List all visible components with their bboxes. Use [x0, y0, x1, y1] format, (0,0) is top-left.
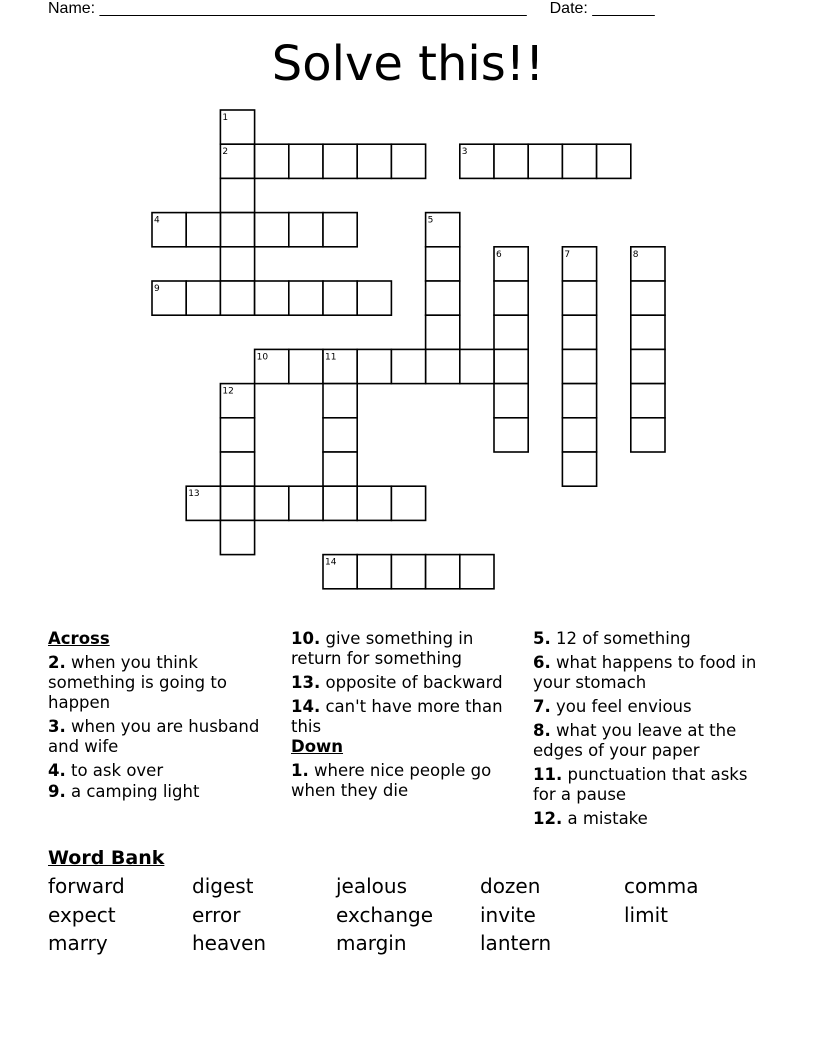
crossword-cell[interactable] — [323, 281, 357, 315]
page-title: Solve this!! — [271, 36, 545, 92]
crossword-cell[interactable] — [220, 486, 254, 520]
clue-across-3: 3. when you are husband and wife — [48, 717, 260, 756]
clue-number: 8 — [632, 249, 639, 260]
word-bank-word: expect — [48, 902, 116, 927]
crossword-cell[interactable] — [255, 486, 289, 520]
crossword-cell[interactable] — [631, 349, 665, 383]
clue-number: 3 — [461, 147, 468, 158]
crossword-cell[interactable] — [220, 452, 254, 486]
crossword-cell[interactable] — [357, 144, 391, 178]
crossword-cell[interactable] — [562, 315, 596, 349]
crossword-cell[interactable] — [289, 281, 323, 315]
crossword-cell[interactable] — [220, 178, 254, 212]
crossword-cell[interactable] — [426, 315, 460, 349]
clue-number: 5 — [427, 215, 434, 226]
word-bank-word: heaven — [192, 931, 267, 955]
crossword-cell[interactable] — [289, 486, 323, 520]
crossword-cell[interactable] — [255, 281, 289, 315]
name-label: Name: — [48, 0, 96, 17]
crossword-cell[interactable] — [220, 213, 254, 247]
clue-down-12: 12. a mistake — [533, 809, 648, 828]
crossword-cell[interactable] — [562, 418, 596, 452]
crossword-cell[interactable] — [631, 384, 665, 418]
clue-number: 4 — [154, 215, 160, 226]
crossword-cell[interactable] — [220, 520, 254, 554]
clue-down-6: 6. what happens to food in your stomach — [533, 653, 757, 692]
word-bank-title: Word Bank — [48, 847, 165, 869]
crossword-cell[interactable] — [391, 486, 425, 520]
clue-number: 14 — [325, 557, 337, 568]
word-bank-word: error — [192, 902, 241, 927]
crossword-cell[interactable] — [562, 349, 596, 383]
crossword-cell[interactable] — [494, 315, 528, 349]
crossword-cell[interactable] — [357, 349, 391, 383]
date-blank[interactable]: _______ — [592, 0, 655, 17]
clue-across-14: 14. can't have more than this — [291, 697, 503, 736]
word-bank-word: margin — [336, 931, 407, 955]
clue-across-9: 9. a camping light — [48, 782, 200, 801]
crossword-cell[interactable] — [391, 349, 425, 383]
clue-down-1: 1. where nice people go when they die — [291, 761, 492, 800]
crossword-cell[interactable] — [289, 213, 323, 247]
crossword-cell[interactable] — [631, 281, 665, 315]
crossword-cell[interactable] — [391, 144, 425, 178]
crossword-cell[interactable] — [631, 315, 665, 349]
crossword-cell[interactable] — [494, 144, 528, 178]
name-blank[interactable]: ________________________________________________ — [99, 0, 527, 17]
clue-across-10: 10. give something in return for something — [291, 629, 474, 668]
clue-number: 7 — [564, 249, 571, 260]
crossword-cell[interactable] — [186, 281, 220, 315]
word-bank — [48, 872, 768, 958]
crossword-cell[interactable] — [426, 349, 460, 383]
crossword-cell[interactable] — [289, 349, 323, 383]
clue-number: 10 — [256, 352, 269, 363]
word-bank-row — [48, 901, 768, 930]
word-bank-word: lantern — [480, 931, 552, 955]
crossword-cell[interactable] — [357, 555, 391, 589]
crossword-cell[interactable] — [597, 144, 631, 178]
crossword-cell[interactable] — [528, 144, 562, 178]
clue-column-2 — [291, 629, 527, 805]
crossword-cell[interactable] — [426, 555, 460, 589]
crossword-cell[interactable] — [562, 384, 596, 418]
crossword-cell[interactable] — [460, 555, 494, 589]
crossword-cell[interactable] — [255, 213, 289, 247]
clue-number: 13 — [188, 489, 200, 500]
crossword-cell[interactable] — [323, 144, 357, 178]
clue-number: 9 — [154, 284, 160, 294]
clue-number: 2 — [222, 147, 229, 158]
crossword-cell[interactable] — [220, 247, 254, 281]
crossword-cell[interactable] — [323, 486, 357, 520]
crossword-cell[interactable] — [391, 555, 425, 589]
word-bank-word: invite — [480, 902, 536, 927]
crossword-cell[interactable] — [494, 281, 528, 315]
clue-column-3 — [533, 629, 773, 833]
crossword-cell[interactable] — [494, 349, 528, 383]
word-bank-word: forward — [48, 874, 125, 898]
crossword-cell[interactable] — [323, 384, 357, 418]
word-bank-word: jealous — [336, 874, 408, 898]
crossword-cell[interactable] — [494, 418, 528, 452]
crossword-cell[interactable] — [357, 486, 391, 520]
clue-number: 11 — [325, 352, 337, 363]
clue-down-5: 5. 12 of something — [533, 629, 691, 648]
crossword-cell[interactable] — [494, 384, 528, 418]
clue-across-2: 2. when you think something is going to happen — [48, 653, 227, 712]
word-bank-word: comma — [624, 874, 699, 898]
word-bank-word: dozen — [480, 874, 541, 898]
word-bank-row — [48, 872, 768, 901]
word-bank-word: exchange — [336, 902, 434, 927]
clue-column-1 — [48, 629, 278, 806]
crossword-cell[interactable] — [289, 144, 323, 178]
crossword-cell[interactable] — [186, 213, 220, 247]
crossword-cell[interactable] — [323, 418, 357, 452]
crossword-cell[interactable] — [220, 418, 254, 452]
word-bank-word: marry — [48, 931, 108, 955]
crossword-cell[interactable] — [562, 144, 596, 178]
word-bank-row — [48, 929, 768, 958]
across-heading: Across — [48, 629, 110, 648]
clue-across-13: 13. opposite of backward — [291, 673, 503, 692]
date-label: Date: — [549, 0, 588, 17]
crossword-cell[interactable] — [562, 452, 596, 486]
crossword-cell[interactable] — [631, 418, 665, 452]
down-heading: Down — [291, 737, 344, 756]
clue-number: 1 — [222, 113, 229, 123]
clue-down-8: 8. what you leave at the edges of your paper — [533, 721, 737, 760]
crossword-cell[interactable] — [426, 247, 460, 281]
clue-down-7: 7. you feel envious — [533, 697, 692, 716]
clue-across-4: 4. to ask over — [48, 761, 164, 780]
crossword-cell[interactable] — [460, 349, 494, 383]
crossword-cell[interactable] — [357, 281, 391, 315]
crossword-cell[interactable] — [255, 144, 289, 178]
crossword-cell[interactable] — [562, 281, 596, 315]
clue-number: 6 — [496, 249, 502, 260]
crossword-cell[interactable] — [220, 281, 254, 315]
clue-down-11: 11. punctuation that asks for a pause — [533, 765, 748, 804]
word-bank-word: digest — [192, 874, 254, 898]
word-bank-word: limit — [624, 902, 668, 927]
clue-number: 12 — [222, 386, 234, 397]
crossword-cell[interactable] — [323, 213, 357, 247]
crossword-cell[interactable] — [426, 281, 460, 315]
crossword-cell[interactable] — [323, 452, 357, 486]
